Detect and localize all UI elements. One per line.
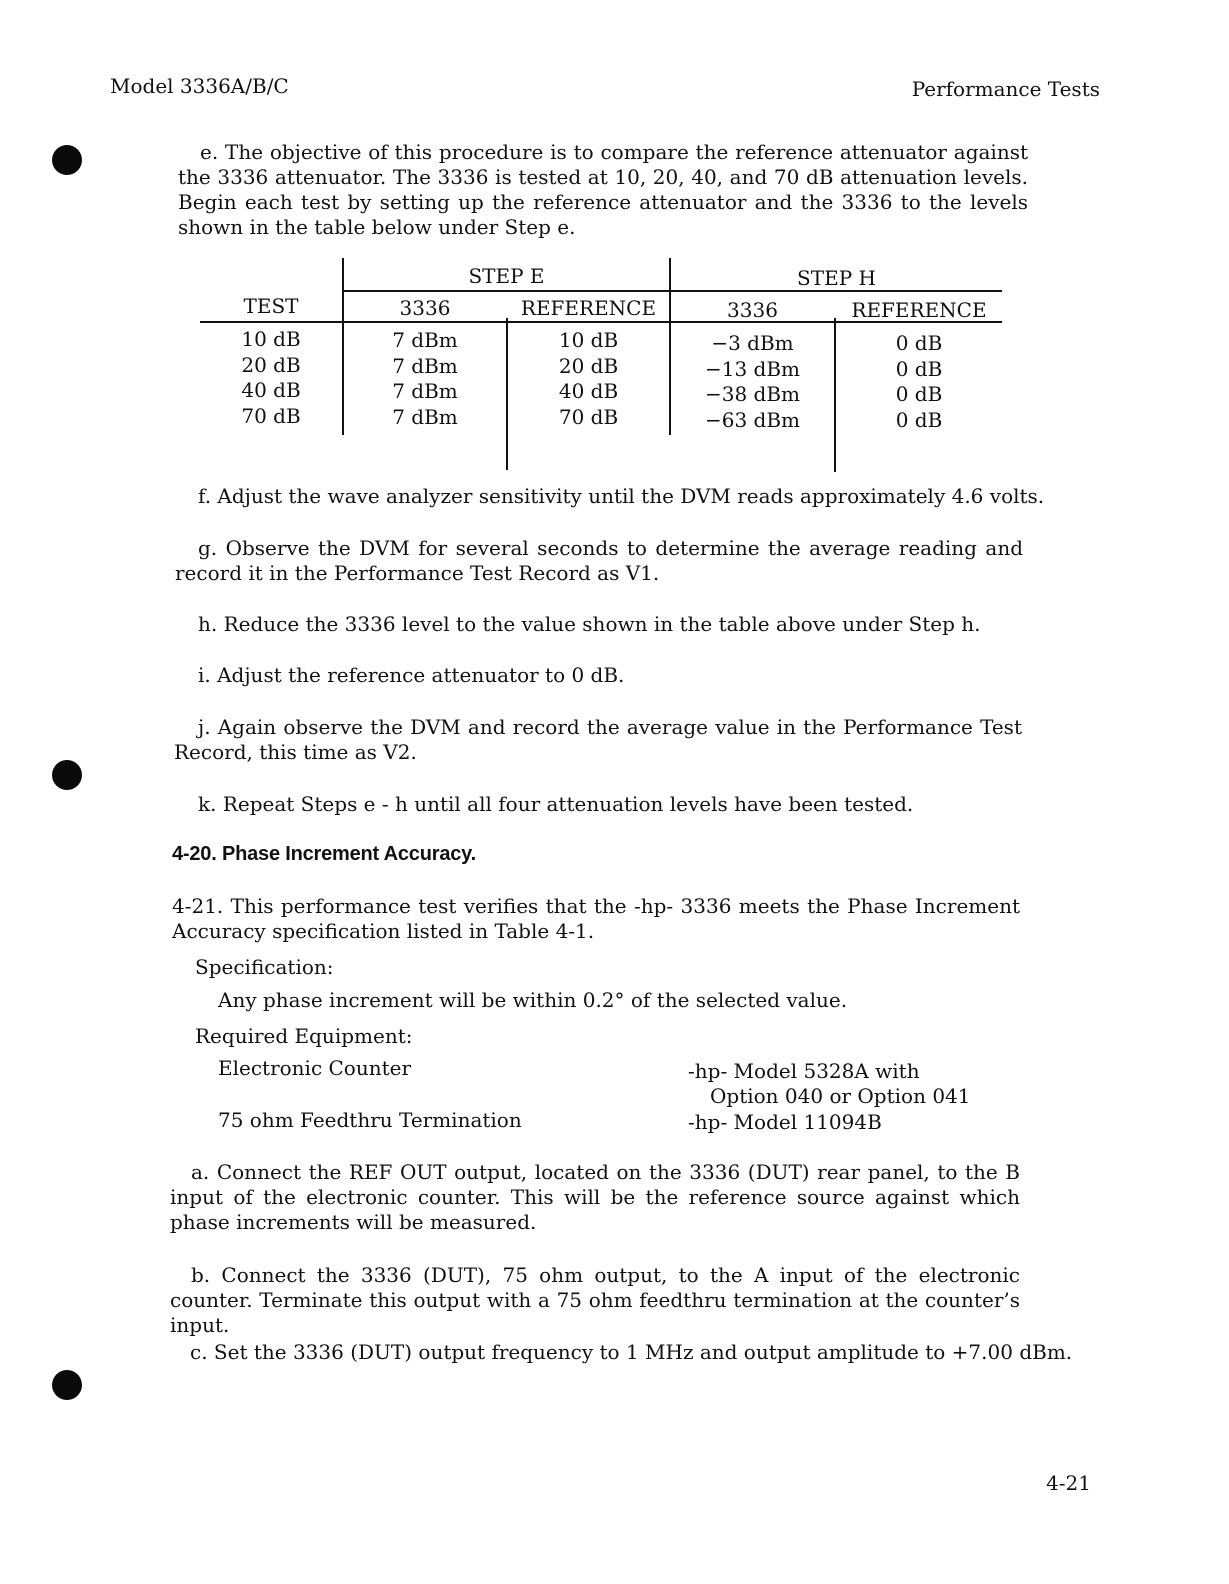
binder-hole-middle — [52, 760, 82, 790]
table-group-step-e: STEP E — [468, 264, 545, 288]
specification-text: Any phase increment will be within 0.2° of the selected value. — [218, 988, 848, 1012]
table-col-e-reference — [508, 328, 669, 430]
step-i-text: i. Adjust the reference attenuator to 0 dB. — [198, 663, 625, 687]
table-group-step-h: STEP H — [797, 266, 876, 290]
equipment-model: -hp- Model 11094B — [688, 1110, 882, 1134]
table-cell: 0 dB — [895, 382, 943, 406]
table-cell: 7 dBm — [392, 404, 458, 429]
step-e-text: e. The objective of this procedure is to compare the reference attenuator against the 3336 attenuator. The 3336 is tested at 10, 20, 40, and 70 dB attenuation levels. Begin each test by setting up the reference attenuator and the 3336 to the levels shown in the table below under Step e. — [178, 140, 1028, 239]
header-model: Model 3336A/B/C — [110, 74, 289, 98]
table-header-e-3336: 3336 — [399, 296, 451, 320]
step-k-text: k. Repeat Steps e - h until all four attenuation levels have been tested. — [198, 792, 914, 816]
table-col-test — [200, 327, 342, 429]
table-cell: 40 dB — [241, 378, 301, 402]
table-header-h-3336: 3336 — [727, 298, 778, 322]
table-cell: 70 dB — [241, 403, 301, 428]
table-cell: −63 dBm — [704, 407, 801, 432]
table-cell: −13 dBm — [704, 356, 801, 381]
table-cell: 0 dB — [895, 407, 943, 432]
step-j-text: j. Again observe the DVM and record the average value in the Performance Test Record, this time as V2. — [174, 715, 1022, 764]
equipment-model-note: Option 040 or Option 041 — [710, 1084, 971, 1108]
table-cell: −3 dBm — [711, 331, 794, 355]
table-cell: 0 dB — [895, 356, 943, 381]
step-a-text: a. Connect the REF OUT output, located on the 3336 (DUT) rear panel, to the B input of the electronic counter. This will be the reference source against which phase increments will be measured. — [170, 1160, 1020, 1234]
step-f-text: f. Adjust the wave analyzer sensitivity until the DVM reads approximately 4.6 volts. — [198, 484, 1045, 508]
table-cell: 70 dB — [558, 404, 619, 429]
table-col-h-3336 — [671, 331, 834, 433]
section-intro: 4-21. This performance test verifies that the -hp- 3336 meets the Phase Increment Accuracy specification listed in Table 4-1. — [172, 894, 1020, 943]
table-cell: 40 dB — [558, 379, 619, 403]
header-section: Performance Tests — [911, 77, 1100, 101]
table-header-h-reference: REFERENCE — [851, 298, 987, 322]
table-col-e-3336 — [344, 328, 506, 430]
table-header-e-reference: REFERENCE — [520, 296, 657, 320]
step-h-text: h. Reduce the 3336 level to the value shown in the table above under Step h. — [198, 612, 981, 636]
step-c-text: c. Set the 3336 (DUT) output frequency to 1 MHz and output amplitude to +7.00 dBm. — [190, 1340, 1073, 1364]
specification-label: Specification: — [195, 955, 334, 979]
table-cell: −38 dBm — [704, 382, 801, 406]
table-header-test: TEST — [243, 294, 299, 318]
equipment-name: Electronic Counter — [218, 1056, 412, 1080]
page-number: 4-21 — [1046, 1471, 1091, 1495]
table-cell: 10 dB — [558, 328, 619, 352]
required-equipment-label: Required Equipment: — [195, 1024, 413, 1048]
table-cell: 10 dB — [241, 327, 301, 351]
step-g-text: g. Observe the DVM for several seconds to determine the average reading and record it in the Performance Test Record as V1. — [175, 536, 1023, 585]
binder-hole-top — [52, 145, 82, 175]
table-cell: 20 dB — [241, 352, 301, 377]
equipment-name: 75 ohm Feedthru Termination — [218, 1108, 522, 1132]
equipment-model: -hp- Model 5328A with — [688, 1059, 920, 1083]
section-heading: 4-20. Phase Increment Accuracy. — [172, 843, 476, 865]
step-b-text: b. Connect the 3336 (DUT), 75 ohm output, to the A input of the electronic counter. Terminate this output with a 75 ohm feedthru termination at the counter’s input. — [170, 1263, 1020, 1337]
table-cell: 7 dBm — [392, 379, 458, 403]
table-cell: 0 dB — [895, 331, 943, 355]
table-cell: 7 dBm — [392, 353, 458, 378]
table-cell: 20 dB — [558, 353, 619, 378]
table-cell: 7 dBm — [392, 328, 458, 352]
binder-hole-bottom — [52, 1370, 82, 1400]
table-col-h-reference — [836, 331, 1002, 433]
